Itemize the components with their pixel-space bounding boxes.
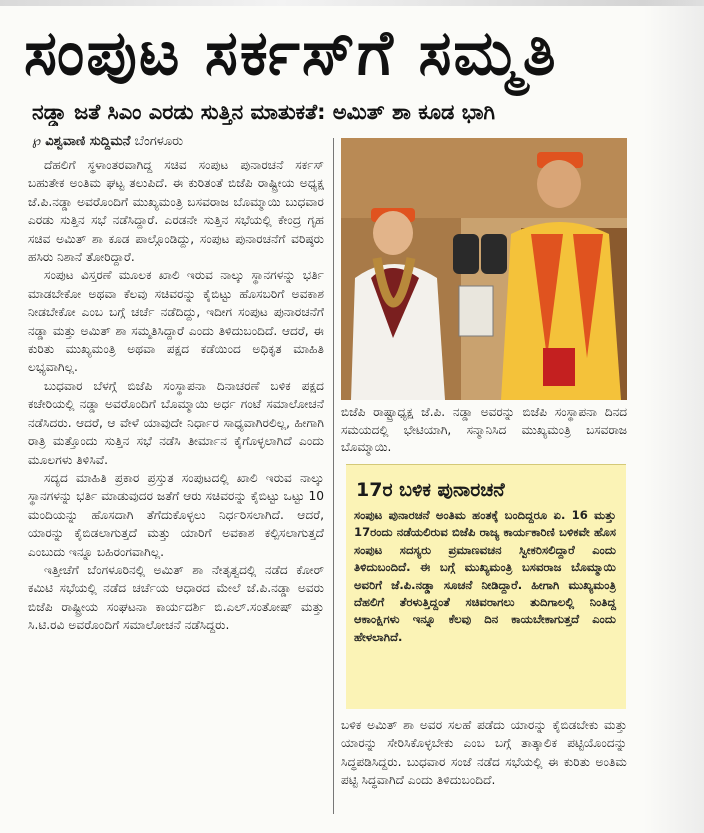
byline-source: ವಿಶ್ವವಾಣಿ ಸುದ್ದಿಮನೆ <box>45 134 131 149</box>
sidebar-box-title: 17ರ ಬಳಿಕ ಪುನಾರಚನೆ <box>356 479 505 501</box>
top-edge-strip <box>0 0 704 6</box>
headline: ಸಂಪುಟ ಸರ್ಕಸ್‌ಗೆ ಸಮ್ಮತಿ <box>24 16 558 89</box>
paragraph: ಸದ್ಯದ ಮಾಹಿತಿ ಪ್ರಕಾರ ಪ್ರಸ್ತುತ ಸಂಪುಟದಲ್ಲಿ ಖಾಲಿ ಇರುವ ನಾಲ್ಕು ಸ್ಥಾನಗಳನ್ನು ಭರ್ತಿ ಮಾಡುವುದರ ಜತೆಗೆ ಆರು ಸಚಿವರನ್ನು ಕೈಬಿಟ್ಟು ಒಟ್ಟು 10 ಮಂದಿಯನ್ನು ಹೊಸದಾಗಿ ತೆಗೆದುಕೊಳ್ಳಲು ನಿರ್ಧರಿಸಲಾಗಿದೆ. ಆದರೆ, ಯಾರನ್ನು ಕೈಬಿಡಲಾಗುತ್ತದೆ ಮತ್ತು ಯಾರಿಗೆ ಅವಕಾಶ ಕಲ್ಪಿಸಲಾಗುತ್ತದೆ ಎಂಬುದು ಇನ್ನೂ ಬಹಿರಂಗವಾಗಿಲ್ಲ. <box>28 470 324 559</box>
paragraph: ದೆಹಲಿಗೆ ಸ್ಥಳಾಂತರವಾಗಿದ್ದ ಸಚಿವ ಸಂಪುಟ ಪುನಾರಚನೆ ಸರ್ಕಸ್ ಬಹುತೇಕ ಅಂತಿಮ ಘಟ್ಟ ತಲುಪಿದೆ. ಈ ಕುರಿತಂತೆ ಬಿಜೆಪಿ ರಾಷ್ಟ್ರೀಯ ಅಧ್ಯಕ್ಷ ಜೆ.ಪಿ.ನಡ್ಡಾ ಅವರೊಂದಿಗೆ ಮುಖ್ಯಮಂತ್ರಿ ಬಸವರಾಜ ಬೊಮ್ಮಾಯಿ ಬುಧವಾರ ಎರಡು ಸುತ್ತಿನ ಸಭೆ ನಡೆಸಿದ್ದಾರೆ. ಎರಡನೇ ಸುತ್ತಿನ ಸಭೆಯಲ್ಲಿ ಕೇಂದ್ರ ಗೃಹ ಸಚಿವ ಅಮಿತ್ ಶಾ ಕೂಡ ಪಾಲ್ಗೊಂಡಿದ್ದು, ಸಂಪುಟ ಪುನಾರಚನೆಗೆ ವರಿಷ್ಠರು ಹಸಿರು ನಿಶಾನೆ ತೋರಿದ್ದಾರೆ. <box>28 158 324 265</box>
byline <box>32 133 332 151</box>
subheadline: ನಡ್ಡಾ ಜತೆ ಸಿಎಂ ಎರಡು ಸುತ್ತಿನ ಮಾತುಕತೆ: ಅಮಿತ್ ಶಾ ಕೂಡ ಭಾಗಿ <box>32 100 495 124</box>
right-column <box>341 716 627 814</box>
sidebar-box <box>346 464 626 709</box>
paragraph: ಬುಧವಾರ ಬೆಳಗ್ಗೆ ಬಿಜೆಪಿ ಸಂಸ್ಥಾಪನಾ ದಿನಾಚರಣೆ ಬಳಿಕ ಪಕ್ಷದ ಕಚೇರಿಯಲ್ಲಿ ನಡ್ಡಾ ಅವರೊಂದಿಗೆ ಬೊಮ್ಮಾಯಿ ಅರ್ಧ ಗಂಟೆ ಸಮಾಲೋಚನೆ ನಡೆಸಿದರು. ಆದರೆ, ಆ ವೇಳೆ ಯಾವುದೇ ನಿರ್ಧಾರ ಸಾಧ್ಯವಾಗಿರಲಿಲ್ಲ, ಹೀಗಾಗಿ ರಾತ್ರಿ ಮತ್ತೊಂದು ಸುತ್ತಿನ ಸಭೆ ನಡೆಸಿ ತೀರ್ಮಾನ ಕೈಗೊಳ್ಳಲಾಗಿದೆ ಎಂದು ಮೂಲಗಳು ತಿಳಿಸಿವೆ. <box>28 378 324 467</box>
byline-source-icon: ℘ <box>32 134 42 149</box>
paragraph: ಸಂಪುಟ ವಿಸ್ತರಣೆ ಮೂಲಕ ಖಾಲಿ ಇರುವ ನಾಲ್ಕು ಸ್ಥಾನಗಳನ್ನು ಭರ್ತಿ ಮಾಡಬೇಕೋ ಅಥವಾ ಕೆಲವು ಸಚಿವರನ್ನು ಕೈಬಿಟ್ಟು ಹೊಸಬರಿಗೆ ಅವಕಾಶ ನೀಡಬೇಕೋ ಎಂಬ ಬಗ್ಗೆ ಚರ್ಚೆ ನಡೆದಿದ್ದು, ಇದೀಗ ಸಂಪುಟ ಪುನಾರಚನೆಗೆ ನಡ್ಡಾ ಮತ್ತು ಅಮಿತ್ ಶಾ ಸಮ್ಮತಿಸಿದ್ದಾರೆ ಎಂದು ತಿಳಿದುಬಂದಿದೆ. ಆದರೆ, ಈ ಕುರಿತು ಮುಖ್ಯಮಂತ್ರಿ ಅಥವಾ ಪಕ್ಷದ ಕಡೆಯಿಂದ ಅಧಿಕೃತ ಮಾಹಿತಿ ಲಭ್ಯವಾಗಿಲ್ಲ. <box>28 268 324 375</box>
page-edge-shadow <box>644 0 704 833</box>
paragraph: ಇತ್ತೀಚೆಗೆ ಬೆಂಗಳೂರಿನಲ್ಲಿ ಅಮಿತ್ ಶಾ ನೇತೃತ್ವದಲ್ಲಿ ನಡೆದ ಕೋರ್ ಕಮಿಟಿ ಸಭೆಯಲ್ಲಿ ನಡೆದ ಚರ್ಚೆಯ ಆಧಾರದ ಮೇಲೆ ಜೆ.ಪಿ.ನಡ್ಡಾ ಅವರು ಬಿಜೆಪಿ ರಾಷ್ಟ್ರೀಯ ಸಂಘಟನಾ ಕಾರ್ಯದರ್ಶಿ ಬಿ.ಎಲ್.ಸಂತೋಷ್ ಮತ್ತು ಸಿ.ಟಿ.ರವಿ ಅವರೊಂದಿಗೆ ಸಮಾಲೋಚನೆ ನಡೆಸಿದ್ದರು. <box>28 562 324 633</box>
photo-illustration <box>341 138 627 400</box>
photo-caption: ಬಿಜೆಪಿ ರಾಷ್ಟ್ರಾಧ್ಯಕ್ಷ ಜೆ.ಪಿ. ನಡ್ಡಾ ಅವರನ್ನು ಬಿಜೆಪಿ ಸಂಸ್ಥಾಪನಾ ದಿನದ ಸಮಯದಲ್ಲಿ ಭೇಟಿಯಾಗಿ, ಸನ್ಮಾನಿಸಿದ ಮುಖ್ಯಮಂತ್ರಿ ಬಸವರಾಜ ಬೊಮ್ಮಾಯಿ. <box>341 405 627 454</box>
column-divider <box>333 138 334 814</box>
left-column <box>28 156 324 811</box>
paragraph: ಬಳಿಕ ಅಮಿತ್ ಶಾ ಅವರ ಸಲಹೆ ಪಡೆದು ಯಾರನ್ನು ಕೈಬಿಡಬೇಕು ಮತ್ತು ಯಾರನ್ನು ಸೇರಿಸಿಕೊಳ್ಳಬೇಕು ಎಂಬ ಬಗ್ಗೆ ತಾತ್ಕಾಲಿಕ ಪಟ್ಟಿಯೊಂದನ್ನು ಸಿದ್ಧಪಡಿಸಿದ್ದರು. ಬುಧವಾರ ಸಂಜೆ ನಡೆದ ಸಭೆಯಲ್ಲಿ ಈ ಕುರಿತು ಅಂತಿಮ ಪಟ್ಟಿ ಸಿದ್ಧವಾಗಿದೆ ಎಂದು ತಿಳಿದುಬಂದಿದೆ. <box>341 718 627 788</box>
sidebar-box-body <box>354 507 616 646</box>
byline-place: ಬೆಂಗಳೂರು <box>134 134 184 149</box>
news-photo <box>341 138 627 400</box>
paragraph: ಸಂಪುಟ ಪುನಾರಚನೆ ಅಂತಿಮ ಹಂತಕ್ಕೆ ಬಂದಿದ್ದರೂ ಏ. 16 ಮತ್ತು 17ರಂದು ನಡೆಯಲಿರುವ ಬಿಜೆಪಿ ರಾಜ್ಯ ಕಾರ್ಯಕಾರಿಣಿ ಬಳಿಕವೇ ಹೊಸ ಸಂಪುಟ ಸದಸ್ಯರು ಪ್ರಮಾಣವಚನ ಸ್ವೀಕರಿಸಲಿದ್ದಾರೆ ಎಂದು ತಿಳಿದುಬಂದಿದೆ. ಈ ಬಗ್ಗೆ ಮುಖ್ಯಮಂತ್ರಿ ಬಸವರಾಜ ಬೊಮ್ಮಾಯಿ ಅವರಿಗೆ ಜೆ.ಪಿ.ನಡ್ಡಾ ಸೂಚನೆ ನೀಡಿದ್ದಾರೆ. ಹೀಗಾಗಿ ಮುಖ್ಯಮಂತ್ರಿ ದೆಹಲಿಗೆ ತೆರಳುತ್ತಿದ್ದಂತೆ ಸಚಿವರಾಗಲು ತುದಿಗಾಲಲ್ಲಿ ನಿಂತಿದ್ದ ಆಕಾಂಕ್ಷಿಗಳು ಇನ್ನೂ ಕೆಲವು ದಿನ ಕಾಯಬೇಕಾಗುತ್ತದೆ ಎಂದು ಹೇಳಲಾಗಿದೆ. <box>354 508 616 644</box>
